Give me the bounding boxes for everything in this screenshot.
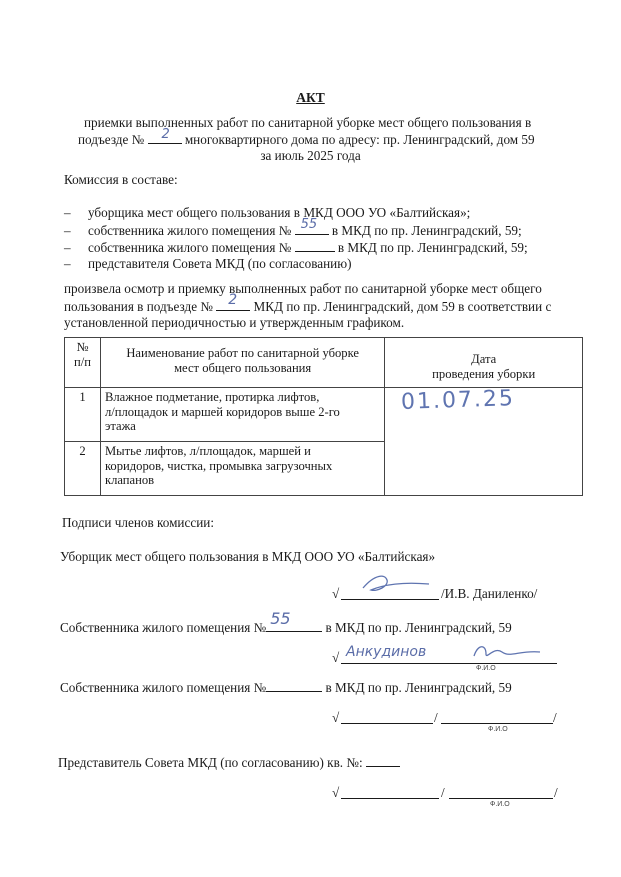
cleaner-signature (355, 570, 435, 600)
commission-item-3: – собственника жилого помещения № в МКД по пр. Ленинградский, 59; (64, 240, 528, 255)
owner2-signature-line (341, 723, 433, 724)
header-entrance-value: 2 (161, 127, 170, 142)
owner1-signature: Анкудинов (346, 644, 427, 660)
commission-owner1-field (295, 217, 329, 235)
owner2-apartment-field (266, 679, 322, 692)
check-mark: √ (332, 586, 340, 601)
header-date: Дата проведения уборки (385, 338, 583, 388)
cleaner-name: /И.В. Даниленко/ (441, 586, 538, 601)
council-apartment-field (366, 754, 400, 767)
header-entrance-field (148, 127, 182, 144)
commission-owner1-value: 55 (300, 217, 318, 232)
body-entrance-field (216, 292, 250, 311)
fio-caption: Ф.И.О (490, 801, 510, 808)
owner1-apartment-value: 55 (270, 609, 291, 628)
council-line: Представитель Совета МКД (по согласованию) кв. №: (58, 754, 400, 771)
cleaner-label: Уборщик мест общего пользования в МКД ООО УО «Балтийская» (60, 549, 436, 564)
row-name: Влажное подметание, протирка лифтов, л/площадок и маршей коридоров выше 2-го этажа (100, 388, 384, 442)
table-header-row (65, 338, 583, 388)
council-signature-line (341, 798, 439, 799)
owner2-line: Собственника жилого помещения № в МКД по пр. Ленинградский, 59 (60, 680, 512, 695)
body-line-1: произвела осмотр и приемку выполненных работ по санитарной уборке мест общего (64, 281, 542, 296)
owner2-name-line (441, 723, 553, 724)
body-line-2: пользования в подъезде № 2 МКД по пр. Ленинградский, дом 59 в соответствии с (64, 292, 552, 314)
owner1-signature-flourish (470, 640, 550, 664)
header-address: многоквартирного дома по адресу: пр. Ленинградский, дом 59 (184, 132, 535, 147)
fio-caption: Ф.И.О (476, 665, 496, 672)
header-name: Наименование работ по санитарной уборке мест общего пользования (100, 338, 384, 388)
header-line-1: приемки выполненных работ по санитарной уборке мест общего пользования в (84, 115, 532, 130)
check-mark: √ (332, 710, 340, 725)
signatures-heading: Подписи членов комиссии: (62, 515, 214, 530)
header-line-2 (78, 127, 535, 148)
fio-caption: Ф.И.О (488, 726, 508, 733)
row-num: 1 (65, 388, 101, 442)
table-row (65, 388, 583, 442)
council-name-line (449, 798, 553, 799)
cleaning-date-handwritten: 01.07.25 (400, 386, 516, 415)
header-entrance-prefix: подъезде № (78, 132, 145, 147)
document-title: АКТ (296, 90, 325, 105)
commission-owner2-field (295, 239, 335, 252)
commission-item-2: – собственника жилого помещения № 55 в МКД по пр. Ленинградский, 59; (64, 217, 522, 238)
row-num: 2 (65, 442, 101, 496)
owner1-line: Собственника жилого помещения № 55 в МКД по пр. Ленинградский, 59 (60, 609, 512, 635)
commission-intro: Комиссия в составе: (64, 172, 178, 187)
body-line-3: установленной периодичностью и утвержденным графиком. (64, 315, 405, 330)
works-table (64, 337, 583, 496)
owner1-apartment-field (266, 609, 322, 632)
check-mark: √ (332, 650, 340, 665)
act-document: АКТ приемки выполненных работ по санитарной уборке мест общего пользования в подъезде № 2 многоквартирного дома по адресу: пр. Ленинградский, дом 59 за июль 2025 года Комиссия в составе: – уборщика мест общего пользования в МКД ООО УО «Балтийская»; – собственника жилого помещения № 55 в МКД по пр. Ленинградский, 59; – собственника жилого помещения № в МКД по пр. Ленинградский, 59; – представителя Совета МКД (по согласованию) произвела осмотр и приемку выполненных работ по санитарной уборке мест общего пользования в подъезде № 2 МКД по пр. Ленинградский, дом 59 в соответствии с установленной периодичностью и утвержденным графиком. № п/п Наименование работ по санитарной уборке мест общего пользования Дата проведения уборки 1 Влажное подметание, протирка лифтов, л/площадок и маршей коридоров выше 2-го этажа 01.07.25 2 Мытье лифтов, л/площадок, маршей и коридоров, чистка, промывка загрузочных клапанов Подписи членов комиссии: Уборщик мест общего пользования в МКД ООО УО «Балтийская» √ /И.В. Даниленко/ Собственника жилого помещения № 55 в МКД по пр. Ленинградский, 59 √ Анкудинов Ф.И.О Собственника жилого помещения № в МКД по пр. Ленинградский, 59 √ / / Ф.И.О Представитель Совета МКД (по согласованию) кв. №: √ / / Ф.И.О (0, 0, 621, 877)
commission-item-1: – уборщика мест общего пользования в МКД ООО УО «Балтийская»; (64, 205, 471, 220)
commission-item-4: – представителя Совета МКД (по согласованию) (64, 256, 352, 271)
row-name: Мытье лифтов, л/площадок, маршей и коридоров, чистка, промывка загрузочных клапанов (100, 442, 384, 496)
row-date (385, 388, 583, 496)
header-period: за июль 2025 года (260, 148, 361, 163)
check-mark: √ (332, 785, 340, 800)
header-num: № п/п (65, 338, 101, 388)
body-entrance-value: 2 (228, 292, 238, 308)
